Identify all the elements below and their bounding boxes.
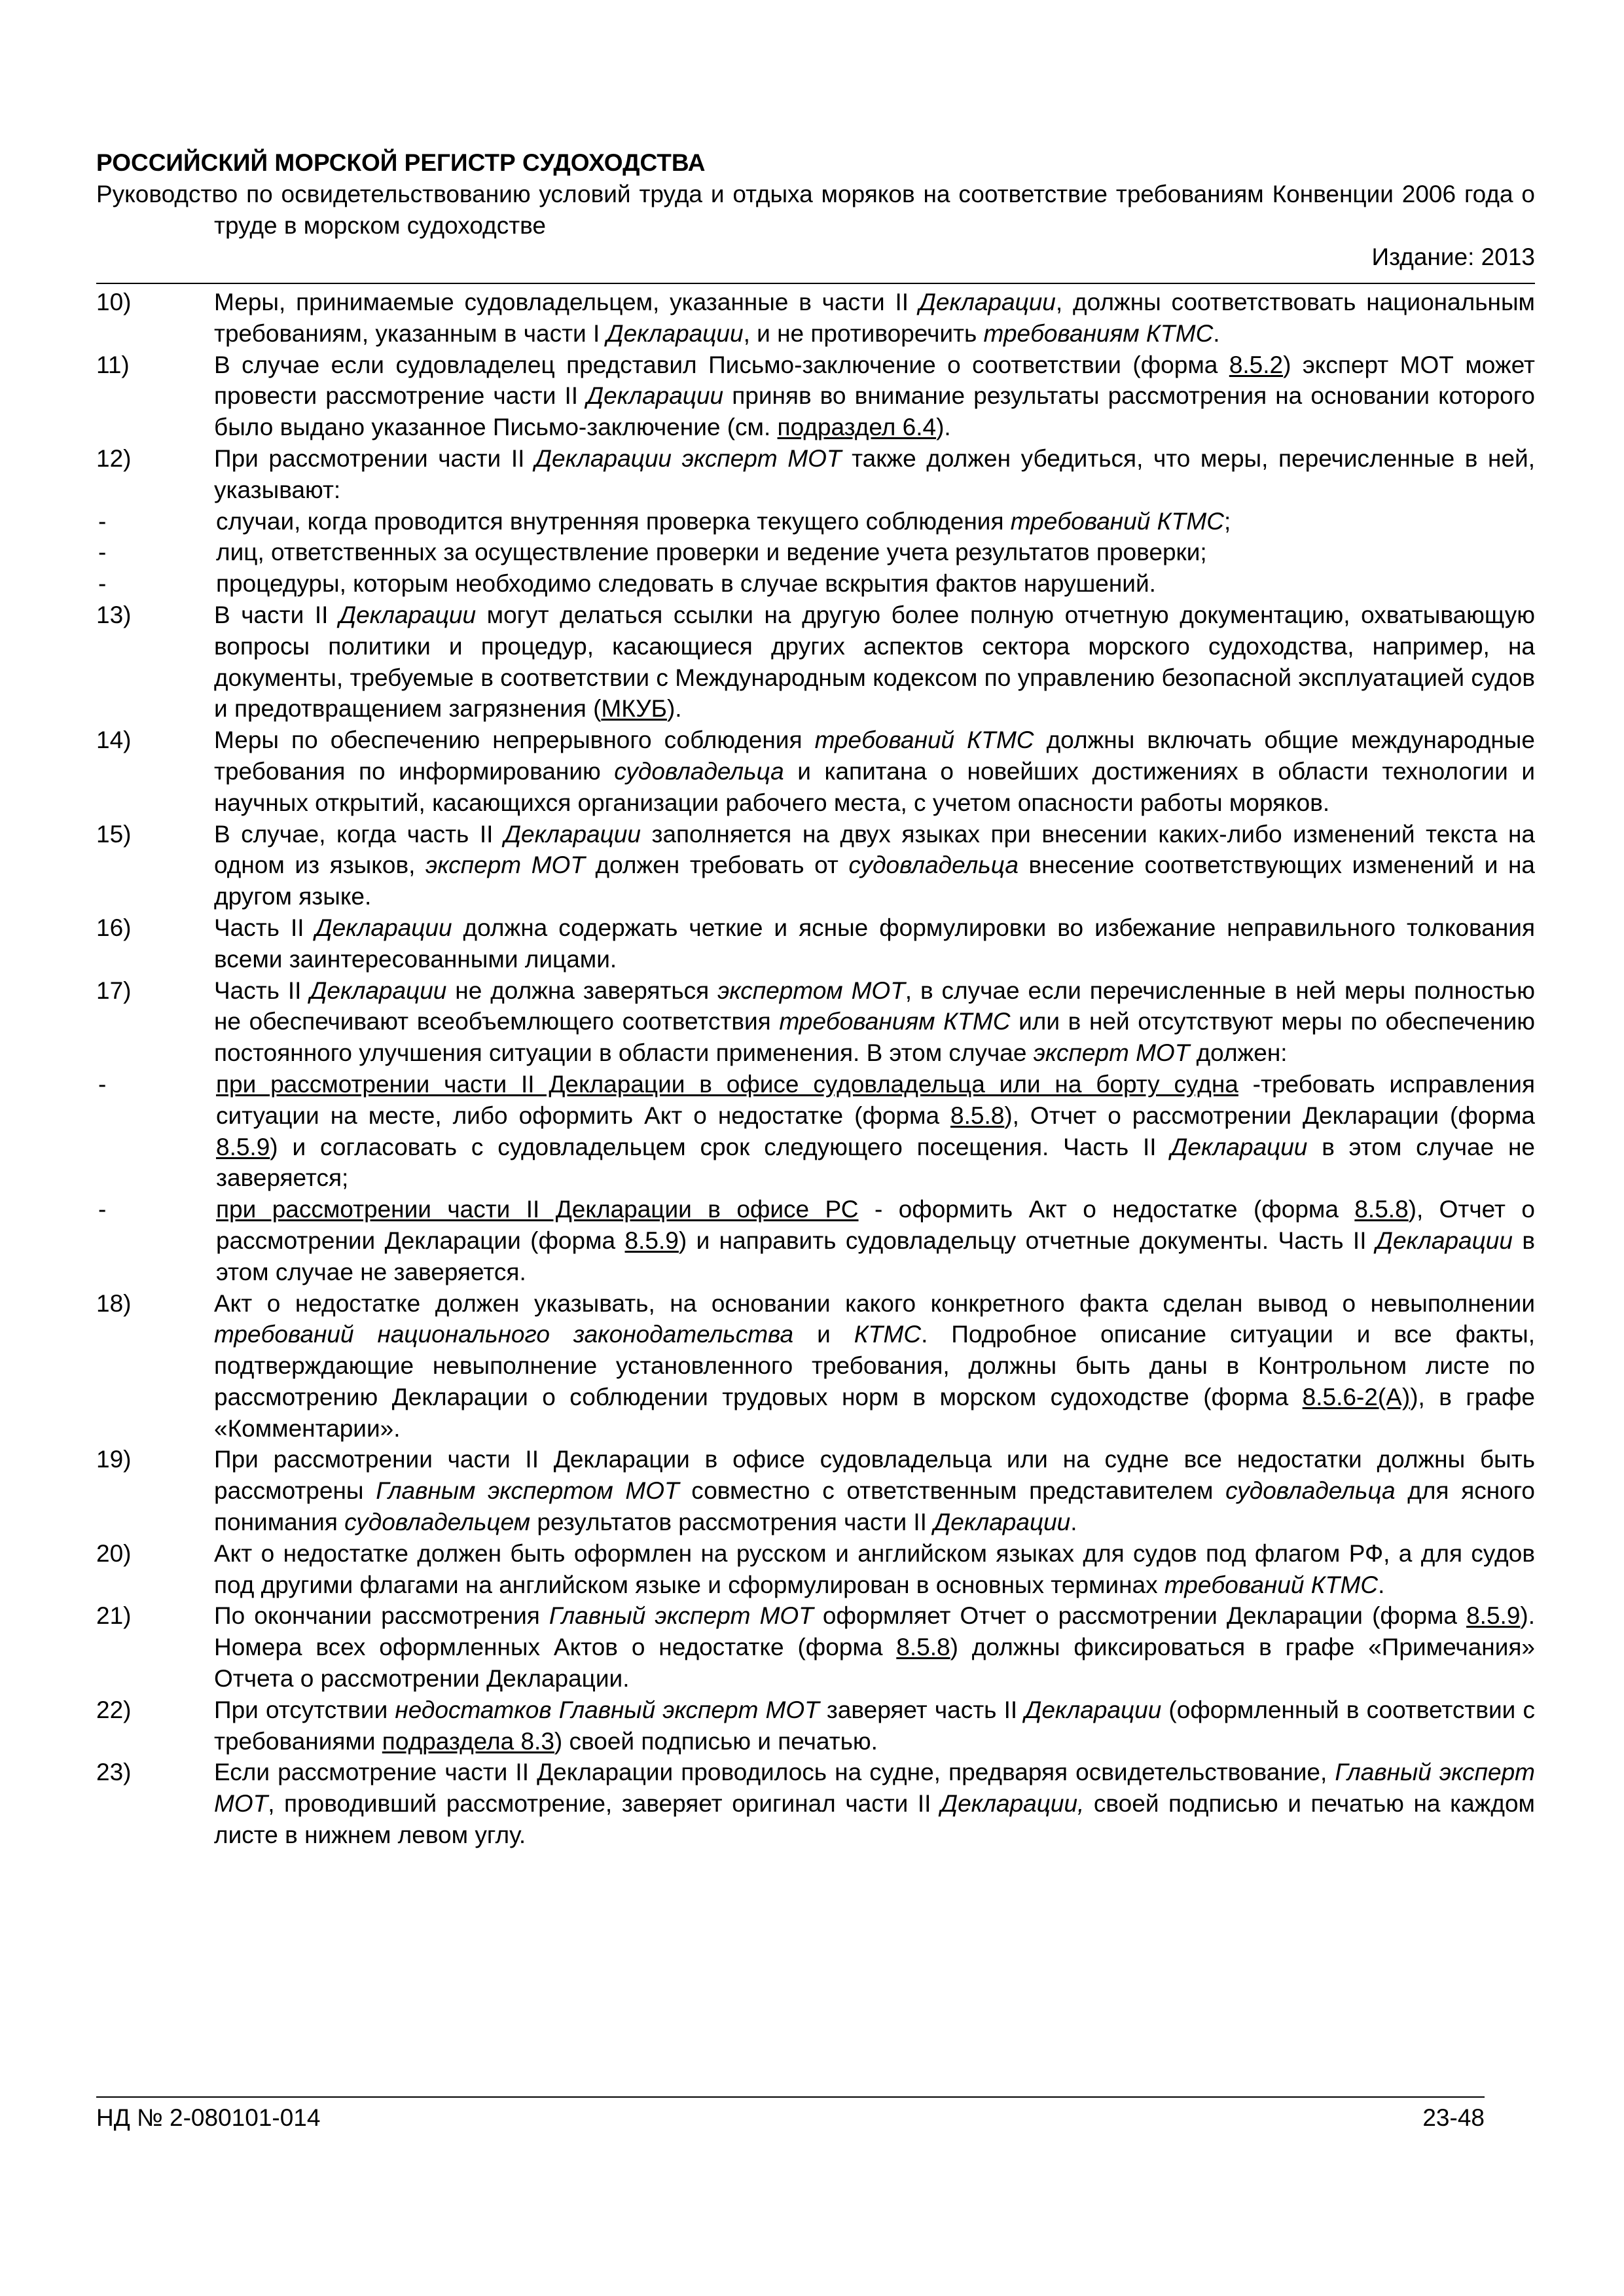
paragraph-text: Часть II Декларации не должна заверяться экспертом МОТ, в случае если перечисленные в ней меры полностью не обеспечивают всеобъемлющего соответствия требованиям КТМС или в ней отсутствуют меры по обеспечению постоянного улучшения ситуации в области применения. В этом случае эксперт МОТ должен:: [214, 977, 1535, 1067]
emphasis-term: требованиям КТМС: [779, 1008, 1011, 1035]
footer-divider: [96, 2096, 1485, 2098]
organization-title: РОССИЙСКИЙ МОРСКОЙ РЕГИСТР СУДОХОДСТВА: [96, 149, 706, 176]
paragraph-number: 10): [96, 289, 132, 315]
emphasis-term: Декларации: [1375, 1227, 1513, 1254]
paragraph-number: 18): [96, 1289, 132, 1317]
bullet-item: [96, 506, 1535, 537]
numbered-paragraph: [96, 287, 1535, 350]
bullet-marker: -: [98, 570, 107, 598]
emphasis-term: судовладельца: [614, 757, 784, 785]
bullet-marker: -: [98, 507, 107, 535]
numbered-paragraph: [96, 1288, 1535, 1444]
document-subtitle: Руководство по освидетельствованию условий труда и отдыха моряков на соответствие требованиям Конвенции 2006 года о труде в морском судоходстве: [96, 181, 1535, 239]
emphasis-term: Декларации: [918, 289, 1056, 315]
bullet-item: [96, 1194, 1535, 1287]
numbered-paragraph: [96, 1538, 1535, 1601]
bullet-item: [96, 1069, 1535, 1194]
paragraph-number: 22): [96, 1696, 132, 1723]
emphasis-term: требований КТМС: [814, 726, 1034, 754]
emphasis-term: требований КТМС: [1164, 1571, 1379, 1598]
bullet-marker: -: [98, 1196, 107, 1223]
numbered-paragraph: [96, 443, 1535, 506]
paragraph-text: Меры, принимаемые судовладельцем, указанные в части II Декларации, должны соответствовать национальным требованиям, указанным в части I Декларации, и не противоречить требованиям КТМС.: [214, 289, 1535, 347]
cross-reference-link[interactable]: при рассмотрении части II Декларации в офисе РС: [216, 1196, 859, 1223]
paragraph-number: 12): [96, 444, 132, 472]
emphasis-term: судовладельца: [848, 852, 1019, 879]
paragraph-text: В случае, когда часть II Декларации заполняется на двух языках при внесении каких-либо изменений текста на одном из языков, эксперт МОТ должен требовать от судовладельца внесение соответствующих изменений и на другом языке.: [214, 820, 1535, 910]
paragraph-text: При рассмотрении части II Декларации эксперт МОТ также должен убедиться, что меры, перечисленные в ней, указывают:: [214, 444, 1535, 503]
emphasis-term: требований национального законодательства: [214, 1321, 794, 1348]
paragraph-text: Часть II Декларации должна содержать четкие и ясные формулировки во избежание неправильного толкования всеми заинтересованными лицами.: [214, 914, 1535, 973]
emphasis-term: недостатков Главный эксперт МОТ: [395, 1696, 820, 1723]
paragraph-number: 19): [96, 1446, 132, 1473]
paragraph-text: процедуры, которым необходимо следовать в случае вскрытия фактов нарушений.: [216, 570, 1156, 598]
paragraph-text: лиц, ответственных за осуществление проверки и ведение учета результатов проверки;: [216, 539, 1207, 566]
numbered-paragraph: [96, 350, 1535, 443]
page-footer: [96, 2102, 1485, 2134]
cross-reference-link[interactable]: 8.5.6-2(A): [1302, 1383, 1411, 1410]
cross-reference-link[interactable]: подраздел 6.4: [777, 414, 937, 441]
numbered-paragraph: [96, 1600, 1535, 1694]
cross-reference-link[interactable]: подраздела 8.3: [382, 1727, 554, 1755]
numbered-paragraph: [96, 600, 1535, 725]
paragraph-text: При отсутствии недостатков Главный эксперт МОТ заверяет часть II Декларации (оформленный в соответствии с требованиями подраздела 8.3) своей подписью и печатью.: [214, 1696, 1535, 1755]
bullet-marker: -: [98, 539, 107, 566]
emphasis-term: Главный эксперт МОТ: [214, 1759, 1535, 1818]
paragraph-text: при рассмотрении части II Декларации в офисе РС - оформить Акт о недостатке (форма 8.5.8), Отчет о рассмотрении Декларации (форма 8.5.9) и направить судовладельцу отчетные документы. Часть II Декларации в этом случае не заверяется.: [216, 1196, 1536, 1285]
emphasis-term: эксперт МОТ: [425, 852, 585, 879]
emphasis-term: Декларации: [503, 820, 641, 848]
paragraph-text: В части II Декларации могут делаться ссылки на другую более полную отчетную документацию, охватывающую вопросы политики и процедур, касающиеся других аспектов сектора морского судоходства, например, на документы, требуемые в соответствии с Международным кодексом по управлению безопасной эксплуатацией судов и предотвращением загрязнения (МКУБ).: [214, 601, 1536, 723]
bullet-item: [96, 537, 1535, 568]
paragraph-number: 16): [96, 914, 132, 941]
numbered-paragraph: [96, 725, 1535, 818]
emphasis-term: Декларации: [933, 1509, 1071, 1536]
paragraph-number: 11): [96, 351, 130, 378]
emphasis-term: эксперт МОТ: [1033, 1039, 1190, 1067]
numbered-paragraph: [96, 912, 1535, 975]
cross-reference-link[interactable]: 8.5.8: [950, 1102, 1005, 1129]
edition-label: Издание: 2013: [1371, 243, 1535, 270]
emphasis-term: экспертом МОТ: [717, 977, 905, 1004]
paragraph-text: Акт о недостатке должен быть оформлен на русском и английском языках для судов под флагом РФ, а для судов под другими флагами на английском языке и сформулирован в основных терминах требований КТМС.: [214, 1539, 1535, 1598]
cross-reference-link[interactable]: при рассмотрении части II Декларации в офисе судовладельца или на борту судна: [216, 1070, 1238, 1098]
numbered-paragraph: [96, 819, 1535, 912]
document-body: [96, 287, 1535, 1851]
emphasis-term: Декларации: [315, 914, 452, 941]
cross-reference-link[interactable]: 8.5.9: [216, 1133, 270, 1160]
paragraph-number: 23): [96, 1759, 132, 1786]
paragraph-text: Меры по обеспечению непрерывного соблюдения требований КТМС должны включать общие международные требования по информированию судовладельца и капитана о новейших достижениях в области технологии и научных открытий, касающихся организации рабочего места, с учетом опасности работы моряков.: [214, 726, 1535, 816]
paragraph-text: Если рассмотрение части II Декларации проводилось на судне, предваряя освидетельствование, Главный эксперт МОТ, проводивший рассмотрение, заверяет оригинал части II Декларации, своей подписью и печатью на каждом листе в нижнем левом углу.: [214, 1759, 1535, 1849]
numbered-paragraph: [96, 1444, 1535, 1537]
paragraph-number: 13): [96, 601, 132, 628]
paragraph-number: 17): [96, 977, 132, 1004]
header-divider: [96, 283, 1535, 284]
bullet-marker: -: [98, 1070, 107, 1098]
paragraph-text: при рассмотрении части II Декларации в офисе судовладельца или на борту судна -требовать исправления ситуации на месте, либо оформить Акт о недостатке (форма 8.5.8), Отчет о рассмотрении Декларации (форма 8.5.9) и согласовать с судовладельцем срок следующего посещения. Часть II Декларации в этом случае не заверяется;: [216, 1070, 1535, 1192]
emphasis-term: Декларации: [310, 977, 447, 1004]
paragraph-text: Акт о недостатке должен указывать, на основании какого конкретного факта сделан вывод о невыполнении требований национального законодательства и КТМС. Подробное описание ситуации и все факты, подтверждающие невыполнение установленного требования, должны быть даны в Контрольном листе по рассмотрению Декларации о соблюдении трудовых норм в морском судоходстве (форма 8.5.6-2(A)), в графе «Комментарии».: [214, 1289, 1536, 1442]
emphasis-term: Декларации: [586, 382, 724, 410]
numbered-paragraph: [96, 1695, 1535, 1757]
numbered-paragraph: [96, 975, 1535, 1069]
cross-reference-link[interactable]: 8.5.9: [1466, 1602, 1521, 1630]
emphasis-term: судовладельца: [1225, 1477, 1396, 1505]
paragraph-number: 14): [96, 726, 132, 754]
emphasis-term: Декларации: [1024, 1696, 1162, 1723]
paragraph-text: По окончании рассмотрения Главный эксперт МОТ оформляет Отчет о рассмотрении Декларации (форма 8.5.9). Номера всех оформленных Актов о недостатке (форма 8.5.8) должны фиксироваться в графе «Примечания» Отчета о рассмотрении Декларации.: [214, 1602, 1536, 1693]
emphasis-term: Главный эксперт МОТ: [549, 1602, 814, 1630]
cross-reference-link[interactable]: 8.5.9: [624, 1227, 679, 1254]
numbered-paragraph: [96, 1757, 1535, 1850]
cross-reference-link[interactable]: 8.5.2: [1229, 351, 1284, 378]
emphasis-term: требованиям КТМС: [983, 319, 1214, 347]
emphasis-term: Декларации: [606, 319, 744, 347]
cross-reference-link[interactable]: 8.5.8: [1354, 1196, 1409, 1223]
paragraph-text: случаи, когда проводится внутренняя проверка текущего соблюдения требований КТМС;: [216, 507, 1231, 535]
paragraph-number: 21): [96, 1602, 132, 1630]
page-number: 23-48: [1422, 2104, 1485, 2131]
paragraph-text: В случае если судовладелец представил Письмо-заключение о соответствии (форма 8.5.2) эксперт МОТ может провести рассмотрение части II Декларации приняв во внимание результаты рассмотрения на основании которого было выдано указанное Письмо-заключение (см. подраздел 6.4).: [214, 351, 1535, 441]
paragraph-number: 15): [96, 820, 132, 848]
paragraph-number: 20): [96, 1539, 132, 1567]
emphasis-term: Декларации: [339, 601, 477, 628]
emphasis-term: КТМС: [854, 1321, 922, 1348]
emphasis-term: Декларации эксперт МОТ: [534, 444, 842, 472]
emphasis-term: судовладельцем: [344, 1509, 531, 1536]
document-number: НД № 2-080101-014: [96, 2104, 321, 2131]
emphasis-term: Декларации: [1170, 1133, 1308, 1160]
cross-reference-link[interactable]: 8.5.8: [896, 1634, 950, 1661]
paragraph-text: При рассмотрении части II Декларации в офисе судовладельца или на судне все недостатки должны быть рассмотрены Главным экспертом МОТ совместно с ответственным представителем судовладельца для ясного понимания судовладельцем результатов рассмотрения части II Декларации.: [214, 1446, 1536, 1536]
cross-reference-link[interactable]: МКУБ: [601, 695, 667, 723]
emphasis-term: требований КТМС: [1010, 507, 1224, 535]
emphasis-term: Декларации,: [941, 1790, 1085, 1818]
document-header: [96, 147, 1535, 273]
emphasis-term: Главным экспертом МОТ: [376, 1477, 679, 1505]
bullet-item: [96, 568, 1535, 600]
